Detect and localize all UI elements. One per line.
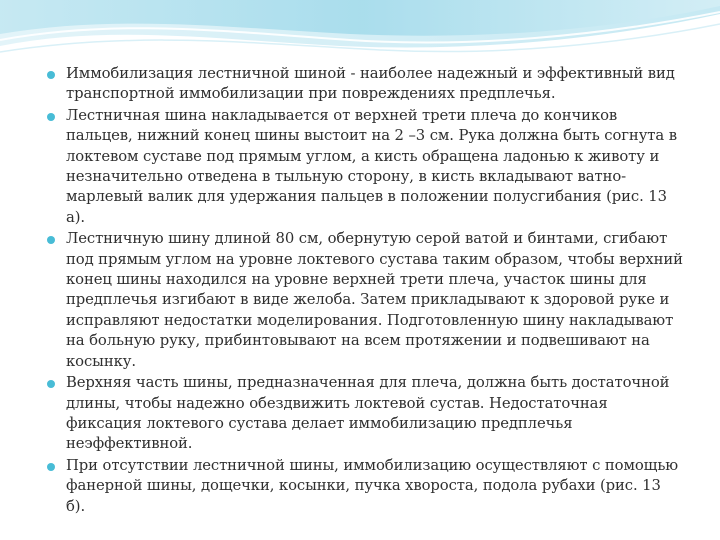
bullet-item <box>44 229 684 372</box>
bullet-item <box>44 456 684 517</box>
bullet-dot-icon <box>47 380 55 388</box>
bullet-item <box>44 64 684 105</box>
bullet-item <box>44 106 684 228</box>
header-wave-decoration <box>0 0 720 70</box>
bullet-list <box>44 64 684 518</box>
bullet-item <box>44 373 684 455</box>
bullet-text: Лестничную шину длиной 80 см, обернутую серой ватой и бинтами, сгибают под прямым углом на уровне локтевого сустава таким образом, чтобы верхний конец шины находился на уровне верхней трети плеча, участок шины для предплечья изгибают в виде желоба. Затем прикладывают к здоровой руке и исправляют недостатки моделирования. Подготовленную шину накладывают на больную руку, прибинтовывают на всем протяжении и подвешивают на косынку. <box>66 230 683 370</box>
bullet-text: Верхняя часть шины, предназначенная для плеча, должна быть достаточной длины, чтобы надежно обездвижить локтевой сустав. Недостаточная фиксация локтевого сустава делает иммобилизацию предплечья неэффективной. <box>66 374 670 453</box>
bullet-text: Иммобилизация лестничной шиной - наиболее надежный и эффективный вид транспортной иммобилизации при повреждениях предплечья. <box>66 65 675 103</box>
bullet-text: Лестничная шина накладывается от верхней трети плеча до кончиков пальцев, нижний конец шины выстоит на 2 –3 см. Рука должна быть согнута в локтевом суставе под прямым углом, а кисть обращена ладонью к животу и незначительно отведена в тыльную сторону, в кисть вкладывают ватно-марлевый валик для удержания пальцев в положении полусгибания (рис. 13 а). <box>66 106 677 226</box>
bullet-dot-icon <box>47 113 55 121</box>
bullet-dot-icon <box>47 236 55 244</box>
bullet-dot-icon <box>47 463 55 471</box>
bullet-dot-icon <box>47 71 55 79</box>
bullet-text: При отсутствии лестничной шины, иммобилизацию осуществляют с помощью фанерной шины, дощечки, косынки, пучка хвороста, подола рубахи (рис. 13 б). <box>66 456 679 515</box>
